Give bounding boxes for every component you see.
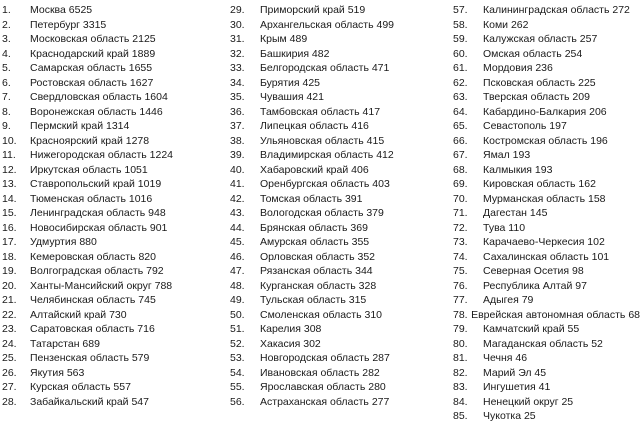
region-list-item: [228, 221, 451, 236]
region-list-item: [228, 293, 451, 308]
region-name-count: Белгородская область 471: [260, 62, 390, 74]
region-name-count: Краснодарский край 1889: [30, 47, 156, 60]
region-list-item: [0, 250, 228, 265]
region-name-count: Марий Эл 45: [483, 366, 547, 379]
region-name-count: Курская область 557: [30, 381, 131, 393]
region-list-item: [451, 47, 640, 62]
region-rank: 73.: [453, 236, 468, 248]
region-rank: 69.: [453, 178, 468, 190]
region-rank: 44.: [230, 221, 245, 234]
region-list-item: [228, 322, 451, 337]
region-list-item: [451, 3, 640, 18]
region-name-count: Карелия 308: [260, 323, 322, 335]
region-name-count: Пермский край 1314: [30, 120, 130, 132]
region-name-count: Оренбургская область 403: [260, 178, 390, 190]
region-list-item: [228, 351, 451, 366]
region-name-count: Иркутская область 1051: [30, 163, 148, 176]
region-list-item: [0, 148, 228, 163]
region-list-item: [228, 279, 451, 294]
region-list-item: [0, 134, 228, 149]
region-rank: 33.: [230, 62, 245, 74]
region-list-item: [451, 105, 640, 120]
region-rank: 51.: [230, 323, 245, 335]
region-rank: 75.: [453, 265, 468, 277]
region-rank: 39.: [230, 149, 245, 161]
region-rank: 85.: [453, 410, 468, 422]
region-list-item: [0, 235, 228, 250]
region-name-count: Ростовская область 1627: [30, 76, 154, 89]
region-rank: 43.: [230, 207, 245, 219]
region-list-item: [0, 337, 228, 352]
region-rank: 7.: [2, 91, 11, 103]
region-list-item: [451, 192, 640, 207]
region-rank: 8.: [2, 105, 11, 118]
region-rank: 84.: [453, 395, 468, 408]
region-rank: 72.: [453, 221, 468, 234]
region-rank: 77.: [453, 294, 468, 306]
region-name-count: Карачаево-Черкесия 102: [483, 236, 605, 248]
region-name-count: Новосибирская область 901: [30, 221, 168, 234]
region-name-count: Липецкая область 416: [260, 120, 369, 132]
region-rank: 9.: [2, 120, 11, 132]
region-rank: 82.: [453, 366, 468, 379]
region-list-item: [228, 61, 451, 76]
region-list-item: [451, 206, 640, 221]
region-rank: 78.: [453, 308, 468, 321]
region-name-count: Сахалинская область 101: [483, 250, 610, 263]
region-list-item: [0, 366, 228, 381]
region-rank: 14.: [2, 192, 17, 205]
region-list-item: [228, 163, 451, 178]
region-list-item: [0, 264, 228, 279]
region-list-item: [0, 293, 228, 308]
region-list-item: [451, 163, 640, 178]
region-rank: 45.: [230, 236, 245, 248]
region-name-count: Тува 110: [483, 221, 526, 234]
region-name-count: Ингушетия 41: [483, 381, 551, 393]
region-rank: 15.: [2, 207, 17, 219]
region-name-count: Ставропольский край 1019: [30, 178, 162, 190]
region-rank: 41.: [230, 178, 245, 190]
region-list-item: [0, 32, 228, 47]
region-list-item: [228, 337, 451, 352]
region-name-count: Ярославская область 280: [260, 381, 386, 393]
region-list-column-3: [451, 3, 640, 424]
region-name-count: Удмуртия 880: [30, 236, 97, 248]
region-name-count: Ямал 193: [483, 149, 531, 161]
region-rank: 31.: [230, 33, 245, 45]
region-list-item: [0, 105, 228, 120]
region-list-item: [0, 279, 228, 294]
region-rank: 17.: [2, 236, 17, 248]
region-name-count: Мордовия 236: [483, 62, 553, 74]
region-name-count: Смоленская область 310: [260, 308, 383, 321]
region-rank: 53.: [230, 352, 245, 364]
region-name-count: Коми 262: [483, 18, 529, 31]
region-name-count: Чувашия 421: [260, 91, 324, 103]
region-rank: 25.: [2, 352, 17, 364]
region-name-count: Алтайский край 730: [30, 308, 127, 321]
region-rank: 49.: [230, 294, 245, 306]
region-name-count: Кемеровская область 820: [30, 250, 156, 263]
region-rank: 6.: [2, 76, 11, 89]
region-name-count: Бурятия 425: [260, 76, 320, 89]
region-rank: 68.: [453, 163, 468, 176]
region-name-count: Крым 489: [260, 33, 308, 45]
region-list-item: [0, 206, 228, 221]
region-list-item: [0, 351, 228, 366]
region-name-count: Орловская область 352: [260, 250, 376, 263]
region-list-item: [451, 293, 640, 308]
region-rank: 40.: [230, 163, 245, 176]
region-rank: 36.: [230, 105, 245, 118]
region-list-item: [0, 322, 228, 337]
region-rank: 80.: [453, 337, 468, 350]
region-list-item: [451, 250, 640, 265]
region-rank: 71.: [453, 207, 468, 219]
region-name-count: Петербург 3315: [30, 18, 107, 31]
region-list-item: [451, 61, 640, 76]
region-rank: 83.: [453, 381, 468, 393]
region-name-count: Омская область 254: [483, 47, 583, 60]
region-rank: 70.: [453, 192, 468, 205]
region-rank: 10.: [2, 134, 17, 147]
region-rank: 35.: [230, 91, 245, 103]
region-name-count: Приморский край 519: [260, 4, 366, 16]
region-list-item: [228, 177, 451, 192]
region-list-item: [451, 90, 640, 105]
region-name-count: Камчатский край 55: [483, 323, 580, 335]
region-list-item: [0, 76, 228, 91]
region-rank: 48.: [230, 279, 245, 292]
region-name-count: Томская область 391: [260, 192, 363, 205]
region-name-count: Ульяновская область 415: [260, 134, 385, 147]
region-name-count: Московская область 2125: [30, 33, 156, 45]
region-rank: 32.: [230, 47, 245, 60]
region-rank: 16.: [2, 221, 17, 234]
region-name-count: Чечня 46: [483, 352, 528, 364]
region-name-count: Калининградская область 272: [483, 4, 630, 16]
region-rank: 63.: [453, 91, 468, 103]
region-rank: 56.: [230, 395, 245, 408]
region-rank: 12.: [2, 163, 17, 176]
region-list-item: [451, 221, 640, 236]
region-rank: 29.: [230, 4, 245, 16]
region-rank: 38.: [230, 134, 245, 147]
region-rank: 2.: [2, 18, 11, 31]
region-list-item: [0, 18, 228, 33]
region-rank: 64.: [453, 105, 468, 118]
region-rank: 65.: [453, 120, 468, 132]
region-rank: 13.: [2, 178, 17, 190]
region-name-count: Дагестан 145: [483, 207, 548, 219]
region-list-item: [451, 119, 640, 134]
region-rank: 18.: [2, 250, 17, 263]
region-list-item: [0, 308, 228, 323]
region-name-count: Амурская область 355: [260, 236, 370, 248]
region-name-count: Самарская область 1655: [30, 62, 153, 74]
region-rank: 58.: [453, 18, 468, 31]
region-rank: 76.: [453, 279, 468, 292]
region-list-item: [451, 177, 640, 192]
region-name-count: Севастополь 197: [483, 120, 567, 132]
region-name-count: Ненецкий округ 25: [483, 395, 574, 408]
region-rank: 34.: [230, 76, 245, 89]
region-list-item: [451, 409, 640, 424]
region-rank: 30.: [230, 18, 245, 31]
region-list-column-2: [228, 3, 451, 409]
region-rank: 11.: [2, 149, 16, 161]
region-name-count: Северная Осетия 98: [483, 265, 584, 277]
region-name-count: Саратовская область 716: [30, 323, 155, 335]
region-list-item: [228, 366, 451, 381]
region-rank: 66.: [453, 134, 468, 147]
region-name-count: Ивановская область 282: [260, 366, 380, 379]
region-list-item: [451, 380, 640, 395]
region-rank: 3.: [2, 33, 11, 45]
region-list-item: [228, 18, 451, 33]
region-rank: 28.: [2, 395, 17, 408]
region-rank: 27.: [2, 381, 17, 393]
region-rank: 62.: [453, 76, 468, 89]
region-list-item: [451, 366, 640, 381]
region-name-count: Курганская область 328: [260, 279, 377, 292]
region-list-item: [451, 337, 640, 352]
region-name-count: Адыгея 79: [483, 294, 534, 306]
region-list-item: [0, 61, 228, 76]
region-name-count: Челябинская область 745: [30, 294, 156, 306]
region-rank: 4.: [2, 47, 11, 60]
region-name-count: Калмыкия 193: [483, 163, 553, 176]
region-list-item: [228, 32, 451, 47]
region-name-count: Костромская область 196: [483, 134, 608, 147]
region-list-item: [228, 235, 451, 250]
region-list-item: [0, 119, 228, 134]
region-list-item: [0, 221, 228, 236]
region-list-item: [228, 3, 451, 18]
region-rank: 19.: [2, 265, 17, 277]
region-list-item: [451, 148, 640, 163]
region-name-count: Вологодская область 379: [260, 207, 384, 219]
region-rank: 81.: [453, 352, 468, 364]
region-list-item: [228, 380, 451, 395]
region-rank: 21.: [2, 294, 17, 306]
region-list-item: [228, 264, 451, 279]
region-name-count: Магаданская область 52: [483, 337, 603, 350]
region-name-count: Красноярский край 1278: [30, 134, 150, 147]
region-name-count: Хабаровский край 406: [260, 163, 369, 176]
region-list-item: [228, 90, 451, 105]
region-rank: 54.: [230, 366, 245, 379]
region-name-count: Тверская область 209: [483, 91, 590, 103]
region-list-item: [228, 119, 451, 134]
region-name-count: Кировская область 162: [483, 178, 596, 190]
region-list-item: [451, 18, 640, 33]
region-list-item: [228, 105, 451, 120]
region-name-count: Нижегородская область 1224: [30, 149, 173, 161]
region-name-count: Тульская область 315: [260, 294, 367, 306]
region-rank: 20.: [2, 279, 17, 292]
region-rank: 26.: [2, 366, 17, 379]
region-rank: 79.: [453, 323, 468, 335]
region-name-count: Еврейская автономная область 68: [471, 308, 640, 321]
region-name-count: Кабардино-Балкария 206: [483, 105, 607, 118]
region-list-item: [0, 380, 228, 395]
region-name-count: Новгородская область 287: [260, 352, 390, 364]
region-rank: 59.: [453, 33, 468, 45]
region-list-item: [228, 47, 451, 62]
region-name-count: Республика Алтай 97: [483, 279, 587, 292]
region-name-count: Калужская область 257: [483, 33, 598, 45]
region-list-item: [228, 250, 451, 265]
region-list-item: [451, 308, 640, 323]
region-rank: 37.: [230, 120, 245, 132]
region-name-count: Псковская область 225: [483, 76, 596, 89]
region-name-count: Мурманская область 158: [483, 192, 606, 205]
region-list-item: [0, 163, 228, 178]
region-name-count: Астраханская область 277: [260, 395, 390, 408]
region-rank: 55.: [230, 381, 245, 393]
region-rank: 67.: [453, 149, 468, 161]
region-name-count: Свердловская область 1604: [30, 91, 168, 103]
region-list-item: [451, 279, 640, 294]
region-rank: 74.: [453, 250, 468, 263]
region-name-count: Татарстан 689: [30, 337, 100, 350]
region-name-count: Забайкальский край 547: [30, 395, 149, 408]
region-list-item: [451, 32, 640, 47]
region-rank: 61.: [453, 62, 468, 74]
region-list-item: [228, 192, 451, 207]
region-list-column-1: [0, 3, 228, 409]
region-list-item: [0, 177, 228, 192]
region-rank: 23.: [2, 323, 17, 335]
region-name-count: Якутия 563: [30, 366, 85, 379]
region-list-item: [451, 235, 640, 250]
region-name-count: Пензенская область 579: [30, 352, 150, 364]
region-list-item: [451, 264, 640, 279]
region-name-count: Волгоградская область 792: [30, 265, 164, 277]
region-name-count: Тюменская область 1016: [30, 192, 153, 205]
region-name-count: Владимирская область 412: [260, 149, 394, 161]
region-name-count: Ленинградская область 948: [30, 207, 166, 219]
region-rank: 5.: [2, 62, 11, 74]
region-rank: 1.: [2, 4, 11, 16]
region-name-count: Воронежская область 1446: [30, 105, 163, 118]
region-list-item: [451, 76, 640, 91]
region-name-count: Башкирия 482: [260, 47, 330, 60]
region-list-item: [228, 76, 451, 91]
region-list-item: [228, 206, 451, 221]
region-list-item: [0, 3, 228, 18]
region-list-item: [0, 90, 228, 105]
region-rank: 22.: [2, 308, 17, 321]
region-rank: 50.: [230, 308, 245, 321]
region-name-count: Брянская область 369: [260, 221, 368, 234]
region-name-count: Ханты-Мансийский округ 788: [30, 279, 173, 292]
region-list-item: [0, 47, 228, 62]
region-list-item: [451, 134, 640, 149]
region-list-item: [228, 134, 451, 149]
region-rank: 60.: [453, 47, 468, 60]
region-name-count: Архангельская область 499: [260, 18, 395, 31]
region-rank: 47.: [230, 265, 245, 277]
region-name-count: Рязанская область 344: [260, 265, 373, 277]
region-rank: 52.: [230, 337, 245, 350]
region-list-item: [228, 148, 451, 163]
region-name-count: Москва 6525: [30, 4, 93, 16]
region-list-item: [0, 192, 228, 207]
region-name-count: Тамбовская область 417: [260, 105, 381, 118]
region-name-count: Хакасия 302: [260, 337, 321, 350]
region-list-item: [451, 351, 640, 366]
region-name-count: Чукотка 25: [483, 410, 536, 422]
region-list-item: [228, 308, 451, 323]
region-rank: 42.: [230, 192, 245, 205]
region-list-item: [451, 322, 640, 337]
region-rank: 24.: [2, 337, 17, 350]
region-rank: 46.: [230, 250, 245, 263]
region-rank: 57.: [453, 4, 468, 16]
